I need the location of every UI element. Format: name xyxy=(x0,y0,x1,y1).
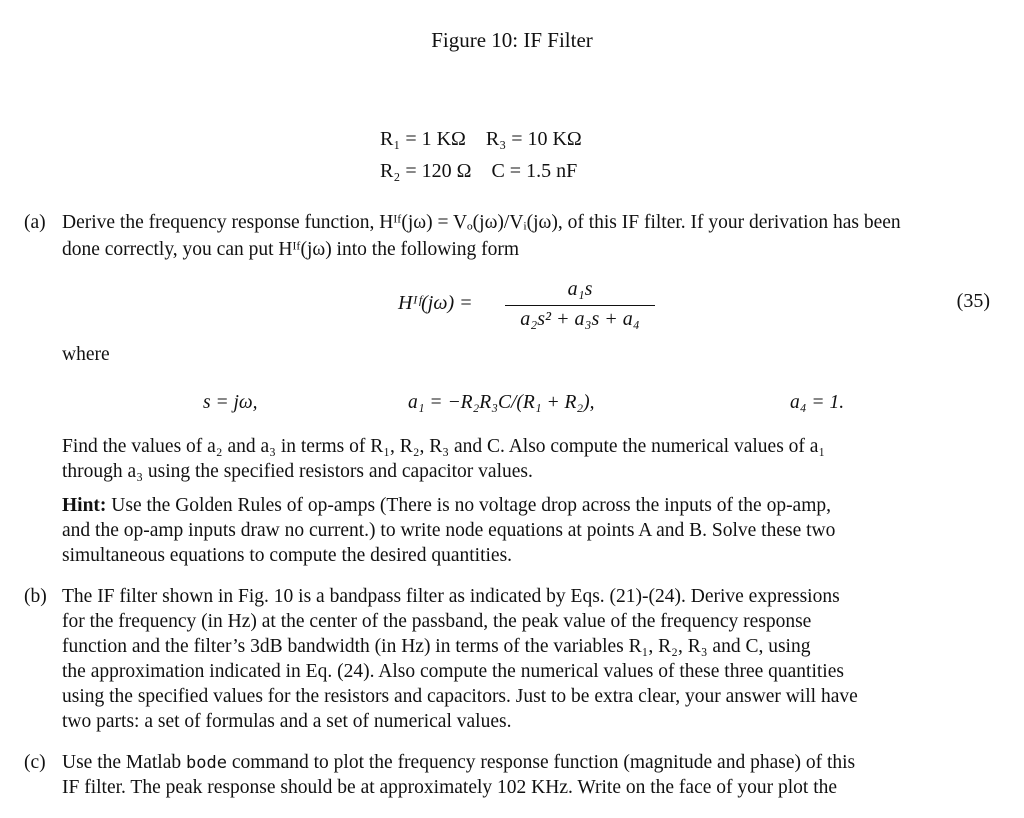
definition-a1: a₁ = −R₂R₃C/(R₁ + R₂), xyxy=(408,392,595,413)
part-c-line-1 xyxy=(62,750,992,776)
hint-line-2: and the op-amp inputs draw no current.) to write node equations at points A and B. Solve these two xyxy=(62,520,836,541)
part-a-line-2: done correctly, you can put Hᴵᶠ(jω) into the following form xyxy=(62,239,520,260)
definition-s: s = jω, xyxy=(203,392,258,413)
hint-line-1 xyxy=(62,493,992,518)
part-b-line: The IF filter shown in Fig. 10 is a bandpass filter as indicated by Eqs. (21)-(24). Derive expressions xyxy=(62,586,840,607)
equation-denominator: a₂s² + a₃s + a₄ xyxy=(520,308,640,330)
fraction-bar xyxy=(505,305,655,306)
part-a-label: (a) xyxy=(24,212,46,233)
part-c-text-pre: Use the Matlab xyxy=(62,752,182,773)
definition-a4: a₄ = 1. xyxy=(790,392,845,413)
equation-35 xyxy=(0,278,1024,338)
part-b-line: two parts: a set of formulas and a set of numerical values. xyxy=(62,711,512,732)
part-b-label: (b) xyxy=(24,586,47,607)
part-b-line: function and the filter’s 3dB bandwidth (in Hz) in terms of the variables R₁, R₂, R₃ and C, using xyxy=(62,636,811,657)
find-line-1: Find the values of a₂ and a₃ in terms of R₁, R₂, R₃ and C. Also compute the numerical values of a₁ xyxy=(62,436,826,457)
figure-caption: Figure 10: IF Filter xyxy=(431,28,593,52)
equation-lhs: Hᴵᶠ(jω) = xyxy=(398,292,473,314)
equation-fraction xyxy=(505,278,655,331)
part-c-text-post: command to plot the frequency response function (magnitude and phase) of this xyxy=(231,752,856,773)
component-values-line-2: R₂ = 120 Ω C = 1.5 nF xyxy=(380,160,578,182)
part-b-line: using the specified values for the resistors and capacitors. Just to be extra clear, your answer will have xyxy=(62,686,858,707)
equation-numerator: a₁s xyxy=(567,278,593,300)
component-values-line-1: R₁ = 1 KΩ R₃ = 10 KΩ xyxy=(380,128,582,150)
find-line-2: through a₃ using the specified resistors and capacitor values. xyxy=(62,461,533,482)
part-a-line-1: Derive the frequency response function, Hᴵᶠ(jω) = Vₒ(jω)/Vᵢ(jω), of this IF filter. If your derivation has been xyxy=(62,212,901,233)
where-label: where xyxy=(62,344,110,365)
part-c-line-2: IF filter. The peak response should be at approximately 102 KHz. Write on the face of your plot the xyxy=(62,777,838,798)
hint-label: Hint: xyxy=(62,495,107,516)
equation-number: (35) xyxy=(956,290,990,312)
hint-line-3: simultaneous equations to compute the desired quantities. xyxy=(62,545,513,566)
bode-command: bode xyxy=(186,753,227,773)
part-b-line: for the frequency (in Hz) at the center of the passband, the peak value of the frequency response xyxy=(62,611,812,632)
part-c-label: (c) xyxy=(24,752,46,773)
part-b-line: the approximation indicated in Eq. (24). Also compute the numerical values of these three quantities xyxy=(62,661,844,682)
hint-text-1: Use the Golden Rules of op-amps (There is no voltage drop across the inputs of the op-amp, xyxy=(111,495,832,516)
